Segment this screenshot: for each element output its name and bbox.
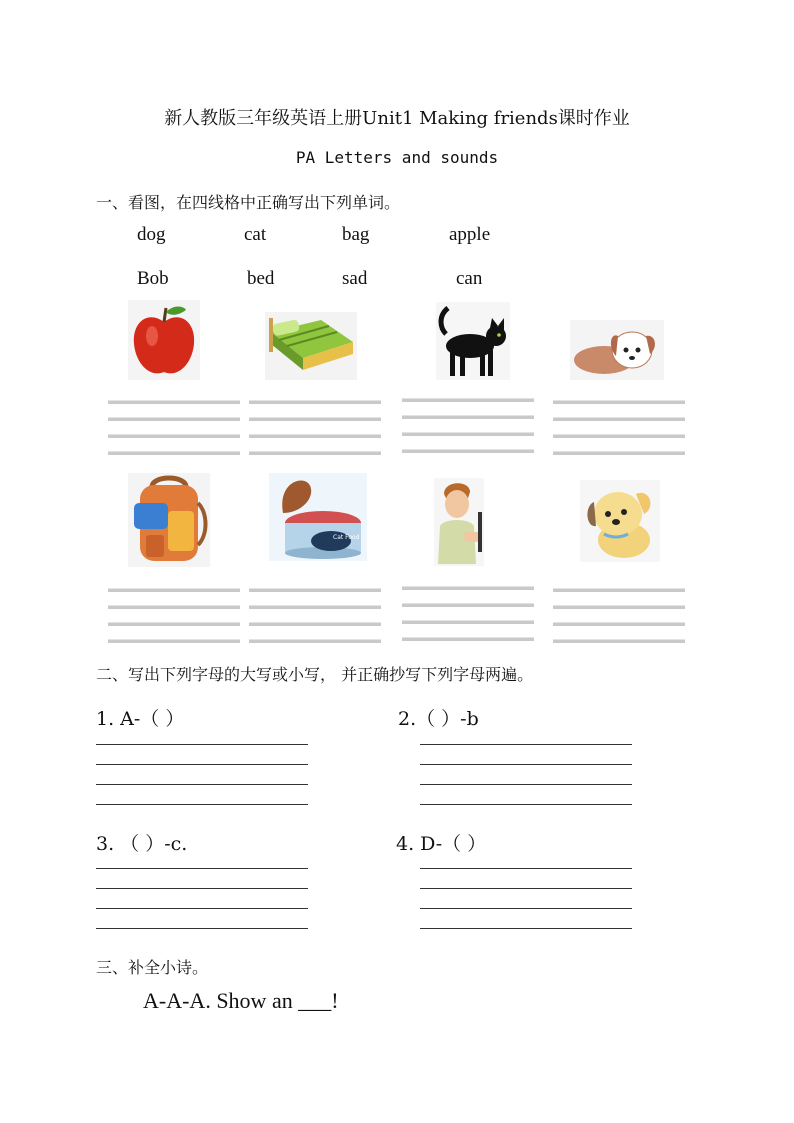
apple-icon — [128, 300, 200, 380]
bed-icon — [265, 312, 357, 380]
word-cat: cat — [244, 224, 267, 245]
question-1-lines[interactable] — [96, 744, 308, 824]
word-can: can — [456, 268, 483, 289]
question-4-label: 4. D-（ ） — [396, 833, 487, 855]
section2-heading: 二、写出下列字母的大写或小写， 并正确抄写下列字母两遍。 — [96, 665, 534, 684]
word-apple: apple — [449, 224, 491, 245]
writing-grid-6[interactable] — [249, 588, 381, 656]
word-bed: bed — [247, 268, 275, 289]
puppy-icon — [570, 320, 664, 380]
writing-grid-7[interactable] — [402, 586, 534, 654]
question-3-lines[interactable] — [96, 868, 308, 948]
writing-grid-3[interactable] — [402, 398, 534, 466]
writing-grid-1[interactable] — [108, 400, 240, 468]
dog-icon — [580, 480, 660, 562]
word-bag: bag — [342, 224, 370, 245]
can-icon — [269, 473, 367, 561]
writing-grid-2[interactable] — [249, 400, 381, 468]
page-title: 新人教版三年级英语上册Unit1 Making friends课时作业 — [164, 108, 630, 129]
boy-icon — [434, 478, 484, 566]
writing-grid-4[interactable] — [553, 400, 685, 468]
backpack-icon — [128, 473, 210, 567]
section1-heading: 一、看图，在四线格中正确写出下列单词。 — [96, 193, 401, 212]
section3-heading: 三、补全小诗。 — [96, 958, 209, 977]
question-4-lines[interactable] — [420, 868, 632, 948]
can-label: Cat Food — [333, 534, 360, 541]
question-1-label: 1. A-（ ） — [96, 708, 185, 730]
word-dog: dog — [137, 224, 166, 245]
word-sad: sad — [342, 268, 368, 289]
writing-grid-5[interactable] — [108, 588, 240, 656]
poem-line: A-A-A. Show an ___! — [143, 988, 339, 1013]
question-3-label: 3. （ ）-c. — [96, 833, 188, 855]
question-2-label: 2.（ ）-b — [398, 708, 479, 730]
page-subtitle: PA Letters and sounds — [295, 148, 499, 167]
cat-icon — [436, 302, 510, 380]
writing-grid-8[interactable] — [553, 588, 685, 656]
word-bob: Bob — [137, 268, 169, 289]
question-2-lines[interactable] — [420, 744, 632, 824]
